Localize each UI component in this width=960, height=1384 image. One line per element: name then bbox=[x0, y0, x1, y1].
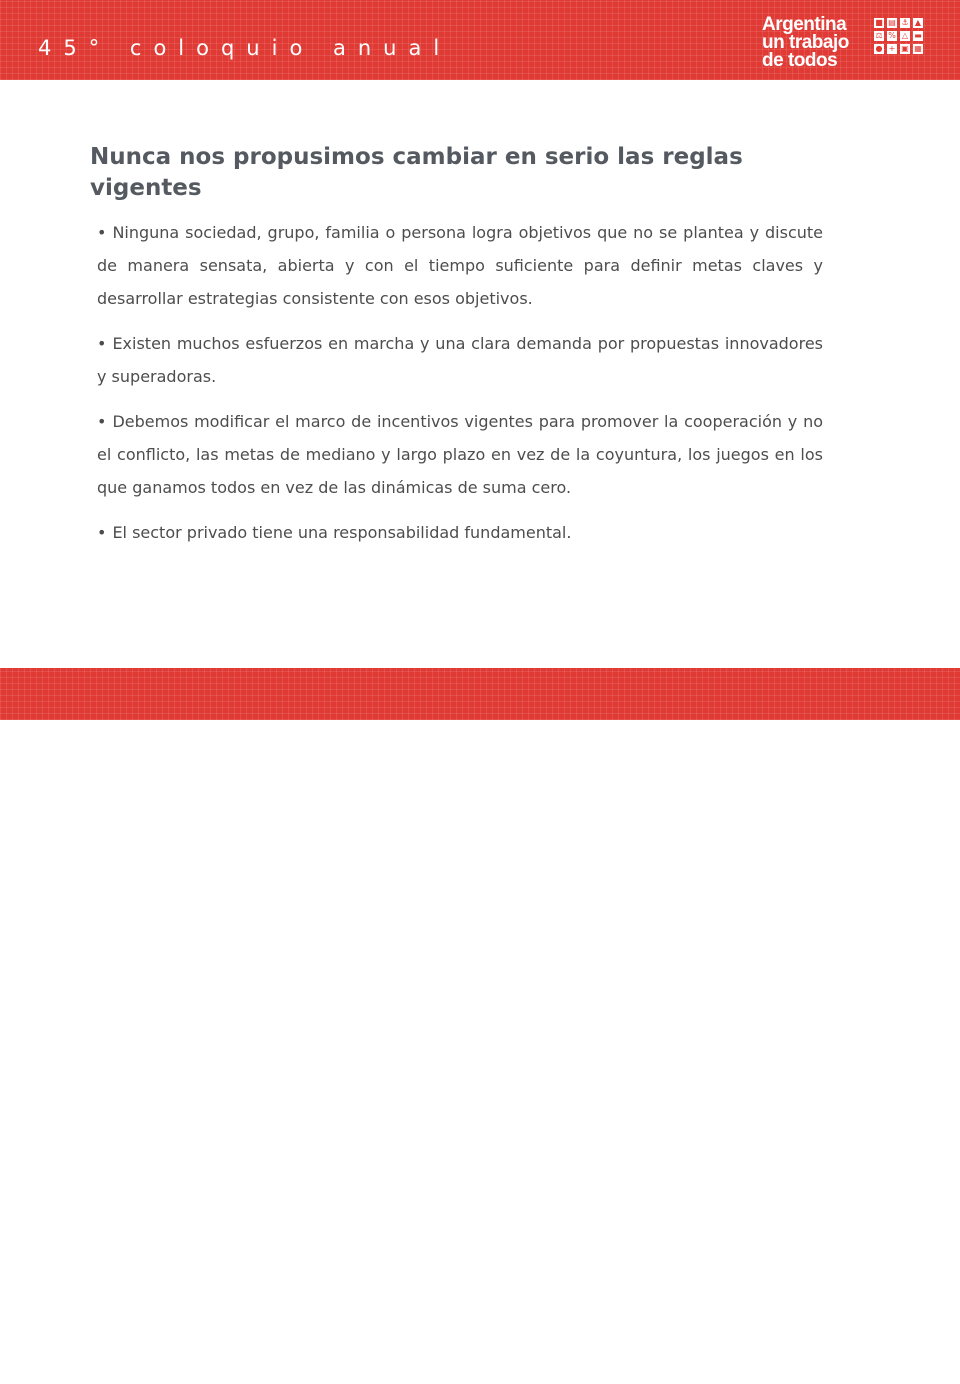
bullet-dot: • bbox=[97, 412, 107, 431]
bullet-item bbox=[97, 327, 823, 393]
factory-icon: ▲ bbox=[914, 18, 922, 27]
health-icon: + bbox=[888, 44, 896, 53]
bullet-text: El sector privado tiene una responsabilidad fundamental. bbox=[112, 523, 572, 542]
cart-icon: ▤ bbox=[888, 18, 896, 27]
footer-band bbox=[0, 668, 960, 1384]
argentina-logo bbox=[762, 16, 924, 72]
bullet-dot: • bbox=[97, 223, 107, 242]
percent-icon: % bbox=[888, 31, 896, 40]
bullet-list bbox=[97, 216, 823, 561]
header-band bbox=[0, 0, 960, 80]
bullet-dot: • bbox=[97, 523, 107, 542]
anchor-icon: ⚓ bbox=[901, 18, 909, 27]
bullet-item bbox=[97, 216, 823, 315]
slide-title: Nunca nos propusimos cambiar en serio las reglas vigentes bbox=[90, 144, 743, 201]
bullet-text: Existen muchos esfuerzos en marcha y una clara demanda por propuestas innovadores y superadoras. bbox=[97, 334, 823, 386]
chart-icon: ▬ bbox=[914, 31, 922, 40]
bullet-text: Debemos modificar el marco de incentivos vigentes para promover la cooperación y no el conflicto, las metas de mediano y largo plazo en vez de la coyuntura, los juegos en los que ganamos todos en vez de las dinámicas de suma cero. bbox=[97, 412, 823, 497]
bullet-text: Ninguna sociedad, grupo, familia o persona logra objetivos que no se plantea y discute de manera sensata, abierta y con el tiempo suficiente para definir metas claves y desarrollar estrategias consistente con esos objetivos. bbox=[97, 223, 823, 308]
logo-line-1: Argentina bbox=[762, 14, 847, 35]
city-icon: ▦ bbox=[914, 44, 922, 53]
logo-icon-grid bbox=[874, 18, 923, 54]
conference-title: 45° coloquio anual bbox=[38, 36, 452, 60]
tractor-icon: ● bbox=[875, 44, 883, 53]
road-icon: △ bbox=[901, 31, 909, 40]
building-icon: ■ bbox=[875, 18, 883, 27]
idea-logo: idea bbox=[834, 1340, 922, 1384]
logo-wordmark bbox=[762, 16, 849, 70]
school-icon: ▣ bbox=[901, 44, 909, 53]
bullet-item bbox=[97, 405, 823, 504]
bullet-item bbox=[97, 516, 823, 549]
logo-line-3: de todos bbox=[762, 50, 838, 71]
logo-line-2: un trabajo bbox=[762, 32, 849, 53]
bullet-dot: • bbox=[97, 334, 107, 353]
scale-icon: ⚖ bbox=[875, 31, 883, 40]
